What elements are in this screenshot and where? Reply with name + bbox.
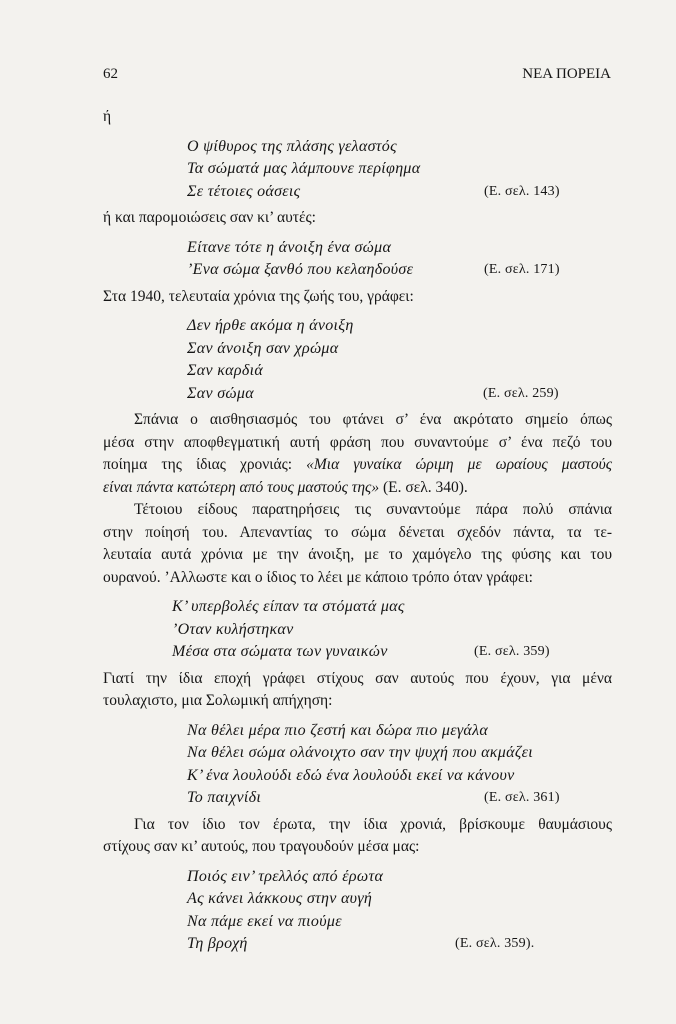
- verse-line-text: ’Ενα σώμα ξανθό που κελαηδούσε: [187, 261, 414, 278]
- verse-quotation: [103, 866, 612, 956]
- prose-text: ποίημα της ίδιας χρονιάς:: [103, 456, 293, 473]
- verse-line: [103, 259, 612, 282]
- inline-citation: (Ε. σελ. 340).: [382, 478, 468, 496]
- running-title: ΝΕΑ ΠΟΡΕΙΑ: [522, 66, 611, 82]
- prose-line: [103, 432, 612, 455]
- prose-paragraph: [103, 106, 612, 129]
- verse-line: Να θέλει μέρα πιο ζεστή και δώρα πιο μεγάλα: [187, 721, 489, 739]
- verse-line: Ας κάνει λάκκους στην αυγή: [187, 890, 373, 907]
- prose-line: τουλαχιστο, μια Σολωμική απήχηση:: [103, 692, 333, 709]
- verse-line: Είτανε τότε η άνοιξη ένα σώμα: [187, 238, 392, 256]
- prose-line: [103, 477, 612, 500]
- prose-quotation: «Μια γυναίκα ώριμη με ωραίους μαστούς: [306, 456, 612, 473]
- prose-line: Τέτοιου είδους παρατηρήσεις τις συναντούμε πάρα πολύ σπάνια: [134, 501, 612, 518]
- running-header: [103, 63, 611, 85]
- page-number: 62: [103, 66, 118, 82]
- citation: (Ε. σελ. 359).: [455, 936, 535, 951]
- verse-line: [103, 383, 612, 406]
- prose-line: ουρανού. ’Αλλωστε και ο ίδιος το λέει με κάποιο τρόπο όταν γράφει:: [103, 568, 533, 586]
- prose-paragraph: [103, 286, 612, 309]
- citation: (Ε. σελ. 259): [483, 385, 559, 401]
- verse-line: Σαν άνοιξη σαν χρώμα: [187, 339, 339, 357]
- verse-quotation: [103, 136, 612, 204]
- prose-paragraph: [103, 409, 612, 499]
- verse-quotation: [103, 720, 612, 810]
- verse-line-text: Τη βροχή: [187, 935, 248, 952]
- citation: (Ε. σελ. 143): [484, 183, 560, 199]
- prose-paragraph: [103, 668, 612, 713]
- prose-paragraph: [103, 207, 612, 230]
- prose-line: λευταία αυτά χρόνια με την άνοιξη, με το χαμόγελο της φύσης και του: [103, 546, 612, 563]
- verse-line-text: Μέσα στα σώματα των γυναικών: [172, 643, 388, 660]
- verse-line-text: Σαν σώμα: [187, 384, 254, 402]
- prose-paragraph: [103, 814, 612, 859]
- prose-line: στην ποίησή του. Απεναντίας το σώμα δένεται σχεδόν πάντα, τα τε-: [103, 523, 612, 541]
- verse-line: [103, 933, 612, 956]
- verse-line: Κ’ υπερβολές είπαν τα στόματά μας: [172, 598, 405, 615]
- verse-line: [103, 641, 612, 664]
- citation: (Ε. σελ. 361): [484, 790, 560, 805]
- prose-text: μέσα στην αποφθεγματική αυτή φράση που συναντούμε σ’ ένα πεζό του: [103, 433, 612, 451]
- prose-text: Σπάνια ο αισθησιασμός του φτάνει σ’ ένα ακρότατο σημείο όπως: [134, 411, 612, 428]
- verse-quotation: [103, 315, 612, 405]
- prose-line: Στα 1940, τελευταία χρόνια της ζωής του, γράφει:: [103, 287, 414, 305]
- verse-line-text: Σε τέτοιες οάσεις: [187, 182, 301, 200]
- prose-line: [103, 454, 612, 477]
- verse-line: [103, 787, 612, 810]
- verse-quotation: [103, 237, 612, 282]
- verse-line: [103, 181, 612, 204]
- verse-line: ’Οταν κυλήστηκαν: [172, 620, 294, 638]
- verse-line: Ποιός ειν’ τρελλός από έρωτα: [187, 867, 384, 885]
- verse-line-text: Το παιχνίδι: [187, 789, 262, 806]
- page-body: [103, 106, 612, 960]
- verse-line: Ο ψίθυρος της πλάσης γελαστός: [187, 137, 397, 155]
- citation: (Ε. σελ. 171): [484, 262, 560, 277]
- verse-line: Κ’ ένα λουλούδι εδώ ένα λουλούδι εκεί να κάνουν: [187, 766, 515, 784]
- verse-line: Σαν καρδιά: [187, 362, 264, 379]
- prose-line: Για τον ίδιο τον έρωτα, την ίδια χρονιά, βρίσκουμε θαυμάσιους: [134, 815, 612, 833]
- prose-line: στίχους σαν κι’ αυτούς, που τραγουδούν μέσα μας:: [103, 838, 420, 855]
- prose-line: ή και παρομοιώσεις σαν κι’ αυτές:: [103, 209, 316, 226]
- citation: (Ε. σελ. 359): [474, 644, 550, 659]
- verse-line: Δεν ήρθε ακόμα η άνοιξη: [187, 317, 354, 334]
- prose-quotation: είναι πάντα κατώτερη από τους μαστούς της»: [103, 478, 380, 496]
- prose-line: Γιατί την ίδια εποχή γράφει στίχους σαν αυτούς που έχουν, για μένα: [103, 669, 612, 687]
- verse-line: Να θέλει σώμα ολάνοιχτο σαν την ψυχή που ακμάζει: [187, 744, 533, 761]
- prose-line: ή: [103, 108, 112, 125]
- prose-line: [103, 409, 612, 432]
- verse-line: Να πάμε εκεί να πιούμε: [187, 912, 342, 930]
- verse-line: Τα σώματά μας λάμπουνε περίφημα: [187, 160, 421, 177]
- prose-paragraph: [103, 499, 612, 589]
- verse-quotation: [103, 596, 612, 664]
